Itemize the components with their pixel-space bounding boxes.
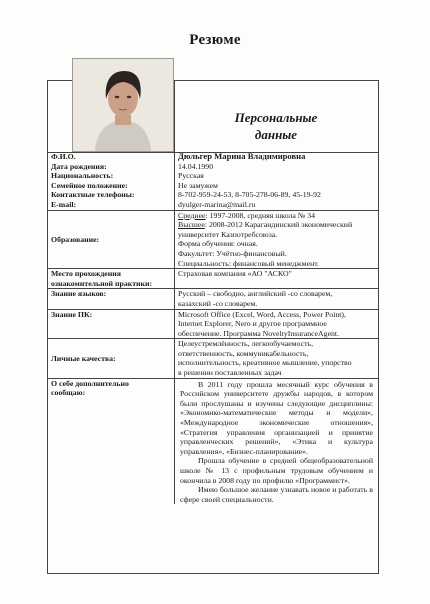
pc-line-3: обеспечение. Программа NoveltyInsuranceAgent.: [178, 328, 340, 338]
about-paragraph-2: Прошла обучение в средней общеобразовательной школе № 13 с профильным трудовым обучением и окончила в 2008 году по профилю «Программист».: [180, 456, 373, 485]
label-phones: Контактные телефоны:: [51, 190, 135, 200]
value-about: [175, 378, 379, 504]
value-languages: [175, 289, 379, 309]
about-label-2: сообщаю:: [51, 388, 86, 398]
section-title-line-1: Персональные: [234, 110, 318, 125]
pc-line-1: Microsoft Office (Excel, Word, Access, Power Point),: [178, 309, 346, 319]
languages-line-1: Русский – свободно, английский -со словарем,: [178, 289, 333, 299]
pc-line-2: Internet Explorer, Nero и другое программное: [178, 319, 327, 329]
value-education: [175, 210, 379, 269]
label-marital: Семейное положение:: [51, 180, 128, 190]
education-higher: [178, 220, 375, 230]
value-email: dyulger-marina@mail.ru: [175, 200, 379, 210]
value-pc: [175, 309, 379, 339]
section-title-line-2: данные: [254, 127, 298, 142]
value-nationality: Русская: [175, 171, 379, 181]
page-title: Резюме: [189, 32, 241, 48]
label-qualities: Личные качества:: [48, 339, 175, 378]
row-education: [48, 210, 378, 269]
row-internship: [48, 269, 378, 289]
label-about: [48, 378, 175, 504]
row-birth: [48, 162, 378, 172]
secondary-value: : 1997-2008, средняя школа № 34: [205, 210, 315, 220]
row-about: [48, 378, 378, 504]
label-languages: Знание языков:: [48, 289, 175, 309]
label-internship: [48, 269, 175, 289]
value-fio: Дюльгер Марина Владимировна: [175, 152, 379, 162]
about-paragraph-1: В 2011 году прошла месячный курс обучения в Российском университете дружбы народов, в котором были прослушаны и изучены следующие дисциплины: «Экономико-математические методы и модели», «Международное экономические отношения», «Стратегия управления организацией и принятие управленческих решений», «Этика и культура управления», «Бизнес-планирование».: [180, 379, 373, 456]
resume-table: [47, 80, 379, 574]
resume-grid: [48, 152, 378, 504]
education-faculty: Факультет: Учётно-финансовый.: [178, 248, 287, 258]
label-birth: Дата рождения:: [51, 161, 107, 171]
languages-line-2: казахский -со словарем.: [178, 298, 258, 308]
row-phones: [48, 190, 378, 200]
qualities-line-3: исполнительность, креативное мышление, упорство: [178, 358, 352, 368]
label-pc: Знание ПК:: [48, 309, 175, 339]
internship-label-2: ознакомительной практики:: [51, 278, 153, 288]
row-qualities: [48, 339, 378, 378]
profile-photo-image: [73, 59, 173, 151]
higher-label: Высшее: [178, 220, 205, 230]
label-nationality: Национальность:: [51, 171, 114, 181]
profile-photo: [72, 58, 174, 152]
qualities-line-2: ответственность, коммуникабельность,: [178, 348, 309, 358]
label-fio: Ф.И.О.: [51, 152, 76, 161]
label-education: Образование:: [48, 210, 175, 269]
about-paragraph-3: Имею большое желание узнавать новое и работать в сфере своей специальности.: [180, 485, 373, 504]
value-internship: Страховая компания «АО "АСКО": [175, 269, 379, 289]
education-specialty: Специальность: финансовый менеджмент.: [178, 258, 320, 268]
section-title: [174, 109, 378, 143]
row-languages: [48, 289, 378, 309]
row-nationality: [48, 171, 378, 181]
value-phones: 8-702-959-24-53, 8-705-278-06-89, 45-19-92: [175, 190, 379, 200]
row-email: [48, 200, 378, 210]
row-fio: [48, 152, 378, 162]
qualities-line-1: Целеустремлённость, легкообучаемость,: [178, 339, 314, 349]
value-birth: 14.04.1990: [175, 162, 379, 172]
education-secondary: [178, 211, 375, 221]
label-email: E-mail:: [51, 199, 77, 209]
row-pc: [48, 309, 378, 339]
value-marital: Не замужем: [175, 181, 379, 191]
qualities-line-4: в решении поставленных задач: [178, 368, 282, 378]
education-form: Форма обучения: очная.: [178, 239, 258, 249]
about-label-1: О себе дополнительно: [51, 378, 129, 388]
internship-label-1: Место прохождения: [51, 269, 121, 279]
value-qualities: [175, 339, 379, 378]
education-higher-2: университет Казпотребсоюза.: [178, 229, 278, 239]
higher-value: : 2008-2012 Карагандинский экономический: [204, 220, 353, 230]
row-marital: [48, 181, 378, 191]
secondary-label: Среднее: [178, 210, 206, 220]
